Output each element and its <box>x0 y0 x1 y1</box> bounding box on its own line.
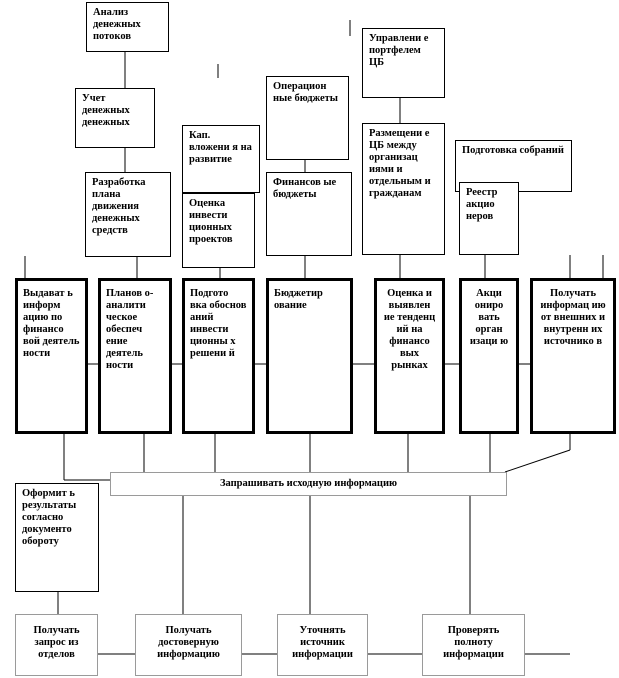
cash-accounting-box: Учет денежных денежных <box>75 88 155 148</box>
securities-placement-box: Размещени е ЦБ между организац иями и отдельным и гражданам <box>362 123 445 255</box>
request-source-info-bar: Запрашивать исходную информацию <box>110 472 507 496</box>
financial-budgets-box: Финансов ые бюджеты <box>266 172 352 256</box>
format-results-box: Оформит ь результаты согласно документо обороту <box>15 483 99 592</box>
connector-line <box>505 450 570 472</box>
cash-flow-analysis-box: Анализ денежных потоков <box>86 2 169 52</box>
main-function-info-sources: Получать информац ию от внешних и внутренн их источнико в <box>530 278 616 434</box>
main-function-investment-justification: Подгото вка обоснов аний инвести ционны х решени й <box>182 278 255 434</box>
shareholder-register-box: Реестр акцио неров <box>459 182 519 255</box>
investment-evaluation-box: Оценка инвести ционных проектов <box>182 193 255 268</box>
capital-investments-box: Кап. вложени я на развитие <box>182 125 260 193</box>
main-function-planning: Планов о-аналити ческое обеспеч ение деятель ности <box>98 278 172 434</box>
securities-portfolio-box: Управлени е портфелем ЦБ <box>362 28 445 98</box>
bottom-box-check-completeness: Проверять полноту информации <box>422 614 525 676</box>
main-function-market-trends: Оценка и выявлен ие тенденц ий на финансо вых рынках <box>374 278 445 434</box>
bottom-box-clarify-source: Уточнять источник информации <box>277 614 368 676</box>
operational-budgets-box: Операцион ные бюджеты <box>266 76 349 160</box>
main-function-incorporation: Акци онирo вать орган изаци ю <box>459 278 519 434</box>
meetings-prep-box: Подготовка собраний <box>455 140 572 192</box>
main-function-financial-info: Выдават ь информ ацию по финансо вой деятель ности <box>15 278 88 434</box>
bottom-box-reliable-info: Получать достоверную информацию <box>135 614 242 676</box>
cash-flow-plan-box: Разработка плана движения денежных средств <box>85 172 171 257</box>
main-function-budgeting: Бюджетир ование <box>266 278 353 434</box>
bottom-box-receive-request: Получать запрос из отделов <box>15 614 98 676</box>
